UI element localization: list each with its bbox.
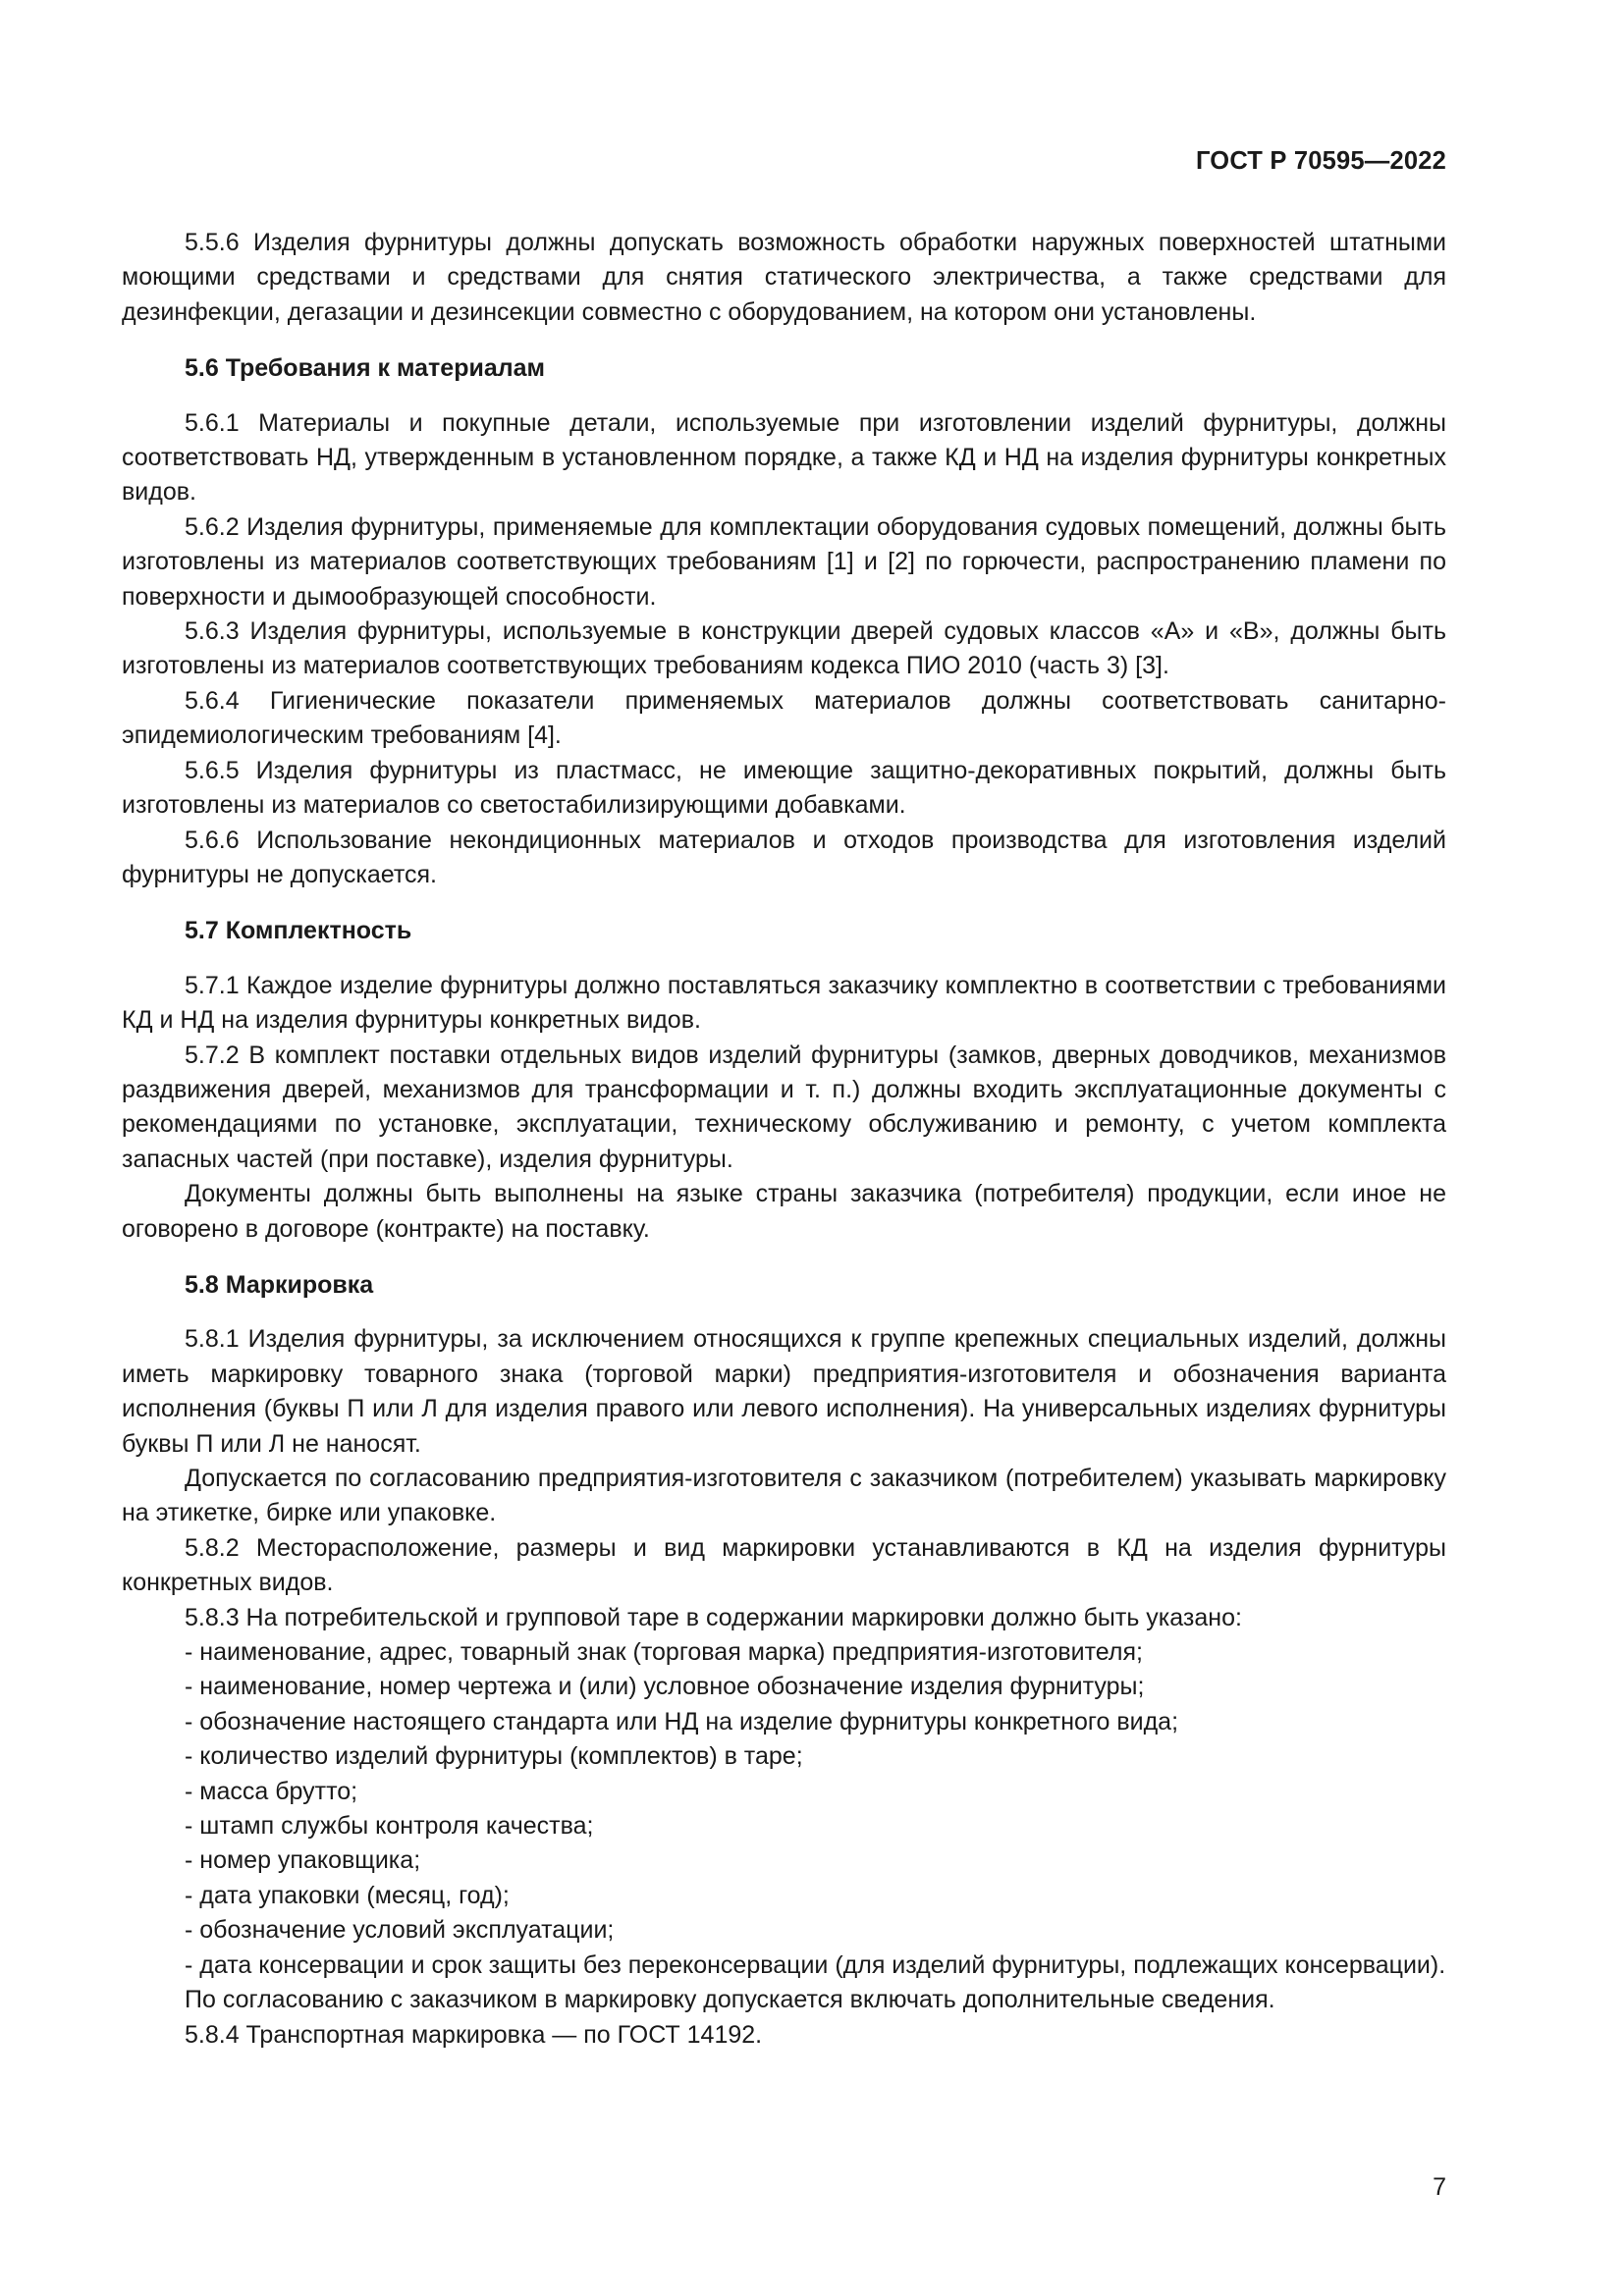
list-item: - количество изделий фурнитуры (комплектов) в таре; xyxy=(185,1742,803,1771)
paragraph-additional-info: По согласованию с заказчиком в маркировку допускается включать дополнительные сведения. xyxy=(185,1986,1275,2014)
section-5-8-title: 5.8 Маркировка xyxy=(185,1270,374,1299)
list-item: - наименование, номер чертежа и (или) условное обозначение изделия фурнитуры; xyxy=(185,1673,1145,1701)
list-item: - обозначение условий эксплуатации; xyxy=(185,1916,615,1945)
list-item: - обозначение настоящего стандарта или НД на изделие фурнитуры конкретного вида; xyxy=(185,1707,1179,1735)
list-item: - номер упаковщика; xyxy=(185,1846,421,1875)
marking-content-list xyxy=(122,1635,1446,1983)
paragraph-5-8-4: 5.8.4 Транспортная маркировка — по ГОСТ 14192. xyxy=(185,2020,763,2049)
document-code-header: ГОСТ Р 70595—2022 xyxy=(1195,147,1446,175)
list-item: - наименование, адрес, товарный знак (торговая марка) предприятия-изготовителя; xyxy=(185,1638,1143,1667)
list-item: - масса брутто; xyxy=(185,1777,358,1805)
document-page xyxy=(122,0,1446,2296)
paragraph-5-6-5: 5.6.5 Изделия фурнитуры из пластмасс, не имеющие защитно-декоративных покрытий, должны быть изготовлены из материалов со светостабилизирующими добавками. xyxy=(122,756,1446,820)
paragraph-documents-language: Документы должны быть выполнены на языке страны заказчика (потребителя) продукции, если иное не оговорено в договоре (контракте) на поставку. xyxy=(122,1180,1446,1243)
document-body xyxy=(122,226,1446,2053)
list-item: - дата упаковки (месяц, год); xyxy=(185,1881,510,1909)
paragraph-5-7-2: 5.7.2 В комплект поставки отдельных видов изделий фурнитуры (замков, дверных доводчиков, механизмов раздвижения дверей, механизмов для трансформации и т. п.) должны входить эксплуатационные документы с рекомендациями по установке, эксплуатации, техническому обслуживанию и ремонту, с учетом комплекта запасных частей (при поставке), изделия фурнитуры. xyxy=(122,1041,1446,1173)
paragraph-5-5-6: 5.5.6 Изделия фурнитуры должны допускать возможность обработки наружных поверхностей штатными моющими средствами и средствами для снятия статического электричества, а также средствами для дезинфекции, дегазации и дезинсекции совместно с оборудованием, на котором они установлены. xyxy=(122,229,1446,326)
list-item: - дата консервации и срок защиты без переконсервации (для изделий фурнитуры, подлежащих консервации). xyxy=(185,1950,1446,1979)
paragraph-5-6-2: 5.6.2 Изделия фурнитуры, применяемые для комплектации оборудования судовых помещений, должны быть изготовлены из материалов соответствующих требованиям [1] и [2] по горючести, распространению пламени по поверхности и дымообразующей способности. xyxy=(122,512,1446,611)
paragraph-5-7-1: 5.7.1 Каждое изделие фурнитуры должно поставляться заказчику комплектно в соответствии с требованиями КД и НД на изделия фурнитуры конкретных видов. xyxy=(122,971,1446,1035)
paragraph-5-6-6: 5.6.6 Использование некондиционных материалов и отходов производства для изготовления изделий фурнитуры не допускается. xyxy=(122,826,1446,888)
page-number: 7 xyxy=(1433,2173,1446,2201)
paragraph-5-8-2: 5.8.2 Месторасположение, размеры и вид маркировки устанавливаются в КД на изделия фурнитуры конкретных видов. xyxy=(122,1533,1446,1597)
section-5-6-title: 5.6 Требования к материалам xyxy=(185,354,546,383)
paragraph-5-6-3: 5.6.3 Изделия фурнитуры, используемые в конструкции дверей судовых классов «А» и «В», должны быть изготовлены из материалов соответствующих требованиям кодекса ПИО 2010 (часть 3) [3]. xyxy=(122,617,1446,680)
paragraph-5-8-1: 5.8.1 Изделия фурнитуры, за исключением относящихся к группе крепежных специальных изделий, должны иметь маркировку товарного знака (торговой марки) предприятия-изготовителя и обозначения варианта исполнения (буквы П или Л для изделия правого или левого исполнения). На универсальных изделиях фурнитуры буквы П или Л не наносят. xyxy=(122,1325,1446,1458)
paragraph-5-6-4: 5.6.4 Гигиенические показатели применяемых материалов должны соответствовать санитарно-эпидемиологическим требованиям [4]. xyxy=(122,686,1446,750)
paragraph-marking-label: Допускается по согласованию предприятия-изготовителя с заказчиком (потребителем) указывать маркировку на этикетке, бирке или упаковке. xyxy=(122,1465,1446,1527)
section-5-7-title: 5.7 Комплектность xyxy=(185,917,412,945)
list-item: - штамп службы контроля качества; xyxy=(185,1812,594,1841)
paragraph-5-8-3: 5.8.3 На потребительской и групповой таре в содержании маркировки должно быть указано: xyxy=(185,1603,1242,1631)
paragraph-5-6-1: 5.6.1 Материалы и покупные детали, используемые при изготовлении изделий фурнитуры, должны соответствовать НД, утвержденным в установленном порядке, а также КД и НД на изделия фурнитуры конкретных видов. xyxy=(122,408,1446,507)
